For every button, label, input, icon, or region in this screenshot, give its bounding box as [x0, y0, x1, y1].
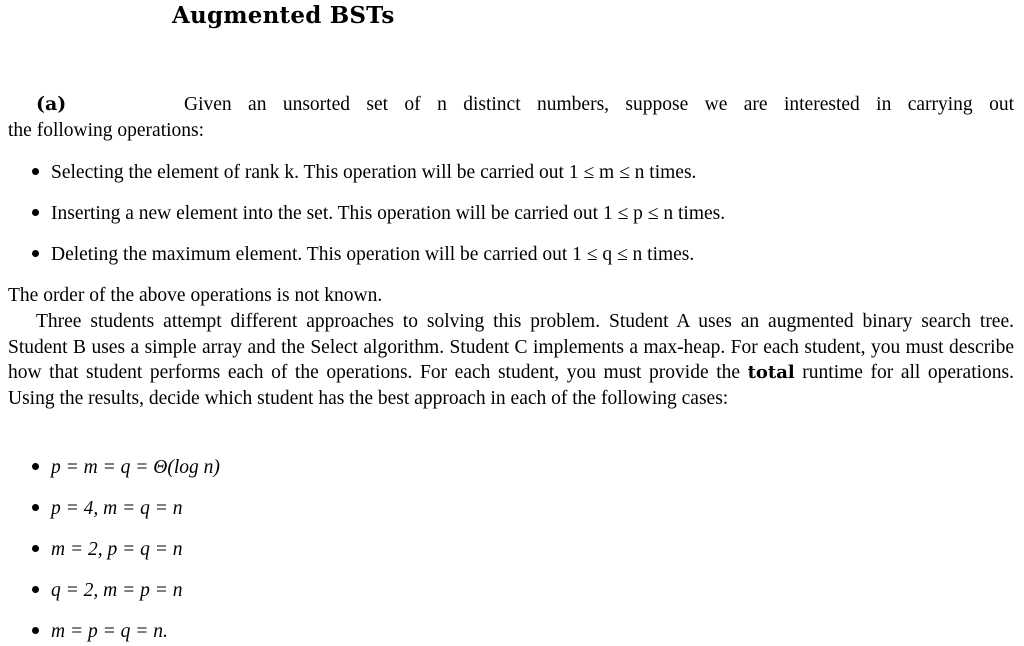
- page-title: Augmented BSTs: [172, 2, 395, 29]
- case-item: [32, 496, 183, 522]
- case-text: m = 2, p = q = n: [51, 539, 183, 560]
- case-text: p = 4, m = q = n: [51, 498, 183, 519]
- case-item: [32, 455, 220, 481]
- operation-item: [32, 201, 725, 227]
- bullet-icon: [32, 504, 39, 511]
- operation-item: [32, 242, 694, 268]
- case-text: p = m = q = Θ(log n): [51, 457, 220, 478]
- operation-text: Inserting a new element into the set. This operation will be carried out 1 ≤ p ≤ n times.: [51, 203, 726, 224]
- case-item: [32, 619, 168, 645]
- operation-text: Deleting the maximum element. This operation will be carried out 1 ≤ q ≤ n times.: [51, 244, 695, 265]
- bullet-icon: [32, 463, 39, 470]
- intro-line-2: the following operations:: [8, 120, 205, 141]
- students-paragraph: [8, 309, 1014, 411]
- bullet-icon: [32, 250, 39, 257]
- bullet-icon: [32, 168, 39, 175]
- case-text: q = 2, m = p = n: [51, 580, 183, 601]
- bullet-icon: [32, 586, 39, 593]
- students-text-bold: total: [747, 362, 795, 383]
- bullet-icon: [32, 209, 39, 216]
- bullet-icon: [32, 545, 39, 552]
- students-text-end: runtime for all operations. Using the results, decide which student has the best approach in each of the following cases:: [8, 362, 1015, 409]
- students-text-start: Three students attempt different approaches to solving this problem. Student A uses an augmented binary search tree. Student B uses a simple array and the Select algorithm. Student C implements a max-heap. For each student, you must describe how that student performs each of the operations. For each student, you must provide the: [8, 311, 1014, 383]
- operation-text: Selecting the element of rank k. This operation will be carried out 1 ≤ m ≤ n times.: [51, 162, 697, 183]
- operation-item: [32, 160, 696, 186]
- case-item: [32, 578, 183, 604]
- order-note: The order of the above operations is not known.: [8, 285, 383, 306]
- bullet-icon: [32, 627, 39, 634]
- case-item: [32, 537, 183, 563]
- intro-line-1: Given an unsorted set of n distinct numbers, suppose we are interested in carrying out: [184, 94, 1014, 115]
- case-text: m = p = q = n.: [51, 621, 168, 642]
- part-label: (a): [36, 93, 67, 115]
